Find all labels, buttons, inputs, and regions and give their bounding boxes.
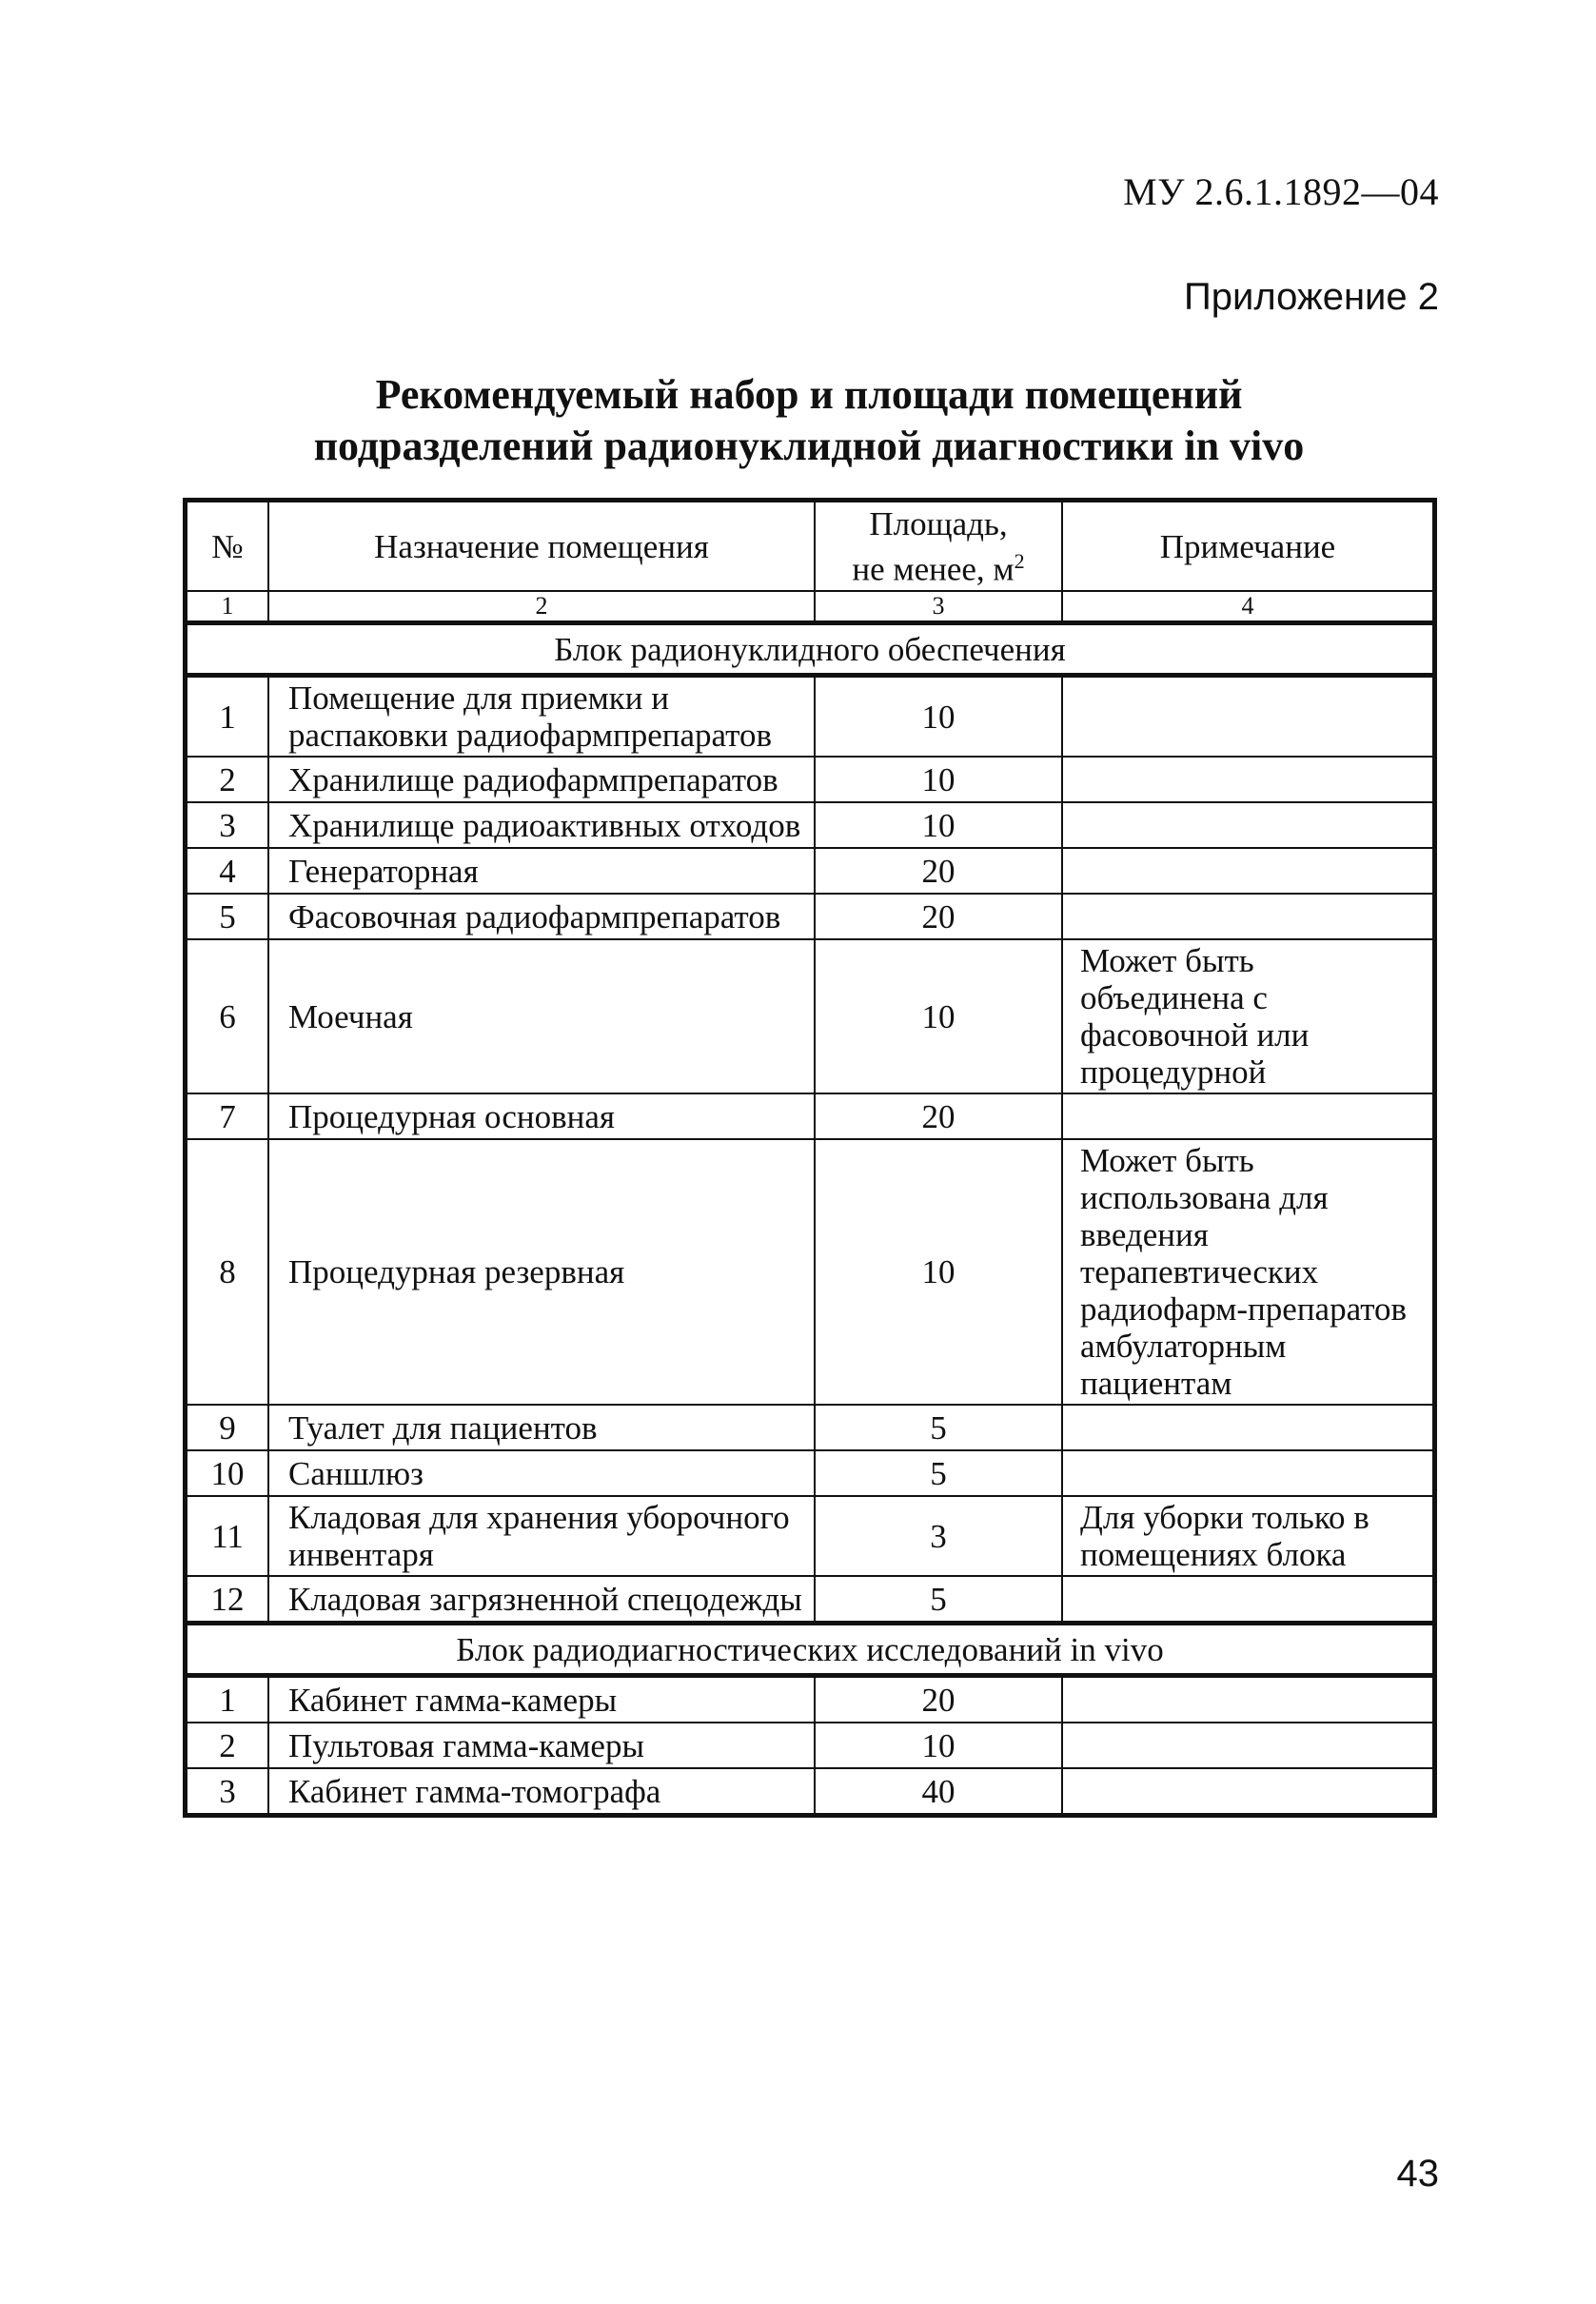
header-area xyxy=(815,501,1062,592)
table-row xyxy=(186,757,1435,802)
room-area: 3 xyxy=(815,1496,1062,1576)
room-name: Кладовая загрязненной спецодежды xyxy=(268,1576,815,1624)
room-name: Моечная xyxy=(268,939,815,1093)
table-body xyxy=(186,623,1435,1816)
table-row xyxy=(186,894,1435,939)
header-area-sup: 2 xyxy=(1014,548,1025,573)
room-number: 7 xyxy=(186,1093,269,1139)
table-row xyxy=(186,1450,1435,1496)
rooms-table xyxy=(183,498,1437,1818)
section-title: Блок радионуклидного обеспечения xyxy=(186,623,1435,676)
room-name: Кабинет гамма-камеры xyxy=(268,1676,815,1723)
room-area: 20 xyxy=(815,848,1062,894)
section-title: Блок радиодиагностических исследований in vivo xyxy=(186,1624,1435,1676)
column-index: 2 xyxy=(268,591,815,623)
table-header-row xyxy=(186,501,1435,592)
column-index: 3 xyxy=(815,591,1062,623)
header-note: Примечание xyxy=(1062,501,1435,592)
room-name: Туалет для пациентов xyxy=(268,1405,815,1450)
table-row xyxy=(186,848,1435,894)
room-number: 9 xyxy=(186,1405,269,1450)
room-number: 3 xyxy=(186,802,269,848)
room-note: Для уборки только в помещениях блока xyxy=(1062,1496,1435,1576)
table-row xyxy=(186,1405,1435,1450)
room-area: 5 xyxy=(815,1450,1062,1496)
room-note xyxy=(1062,1576,1435,1624)
room-note xyxy=(1062,757,1435,802)
room-number: 12 xyxy=(186,1576,269,1624)
room-note xyxy=(1062,1450,1435,1496)
room-note xyxy=(1062,1093,1435,1139)
page-number: 43 xyxy=(1396,2153,1439,2195)
room-number: 10 xyxy=(186,1450,269,1496)
room-name: Кладовая для хранения уборочного инвентаря xyxy=(268,1496,815,1576)
room-note xyxy=(1062,1768,1435,1816)
room-area: 20 xyxy=(815,1676,1062,1723)
room-area: 10 xyxy=(815,1139,1062,1405)
room-number: 2 xyxy=(186,1723,269,1768)
table-row xyxy=(186,1768,1435,1816)
section-row xyxy=(186,1624,1435,1676)
room-area: 10 xyxy=(815,757,1062,802)
room-note xyxy=(1062,802,1435,848)
table-row xyxy=(186,1576,1435,1624)
room-area: 10 xyxy=(815,939,1062,1093)
room-name: Хранилище радиоактивных отходов xyxy=(268,802,815,848)
room-note xyxy=(1062,1405,1435,1450)
column-index: 4 xyxy=(1062,591,1435,623)
room-name: Помещение для приемки и распаковки радиофармпрепаратов xyxy=(268,676,815,758)
room-area: 10 xyxy=(815,676,1062,758)
room-number: 2 xyxy=(186,757,269,802)
room-number: 1 xyxy=(186,676,269,758)
header-name: Назначение помещения xyxy=(268,501,815,592)
title-line-1: Рекомендуемый набор и площади помещений xyxy=(375,371,1243,418)
room-number: 1 xyxy=(186,1676,269,1723)
room-name: Саншлюз xyxy=(268,1450,815,1496)
section-row xyxy=(186,623,1435,676)
table-row xyxy=(186,802,1435,848)
header-area-line1: Площадь, xyxy=(869,504,1008,542)
room-name: Хранилище радиофармпрепаратов xyxy=(268,757,815,802)
room-area: 40 xyxy=(815,1768,1062,1816)
room-area: 20 xyxy=(815,1093,1062,1139)
room-number: 8 xyxy=(186,1139,269,1405)
title-line-2: подразделений радионуклидной диагностики in vivo xyxy=(313,423,1305,469)
table-row xyxy=(186,1496,1435,1576)
room-number: 11 xyxy=(186,1496,269,1576)
room-name: Процедурная резервная xyxy=(268,1139,815,1405)
table-row xyxy=(186,1676,1435,1723)
room-number: 4 xyxy=(186,848,269,894)
column-index: 1 xyxy=(186,591,269,623)
room-number: 5 xyxy=(186,894,269,939)
header-num: № xyxy=(186,501,269,592)
table-row xyxy=(186,939,1435,1093)
room-area: 10 xyxy=(815,1723,1062,1768)
room-note xyxy=(1062,894,1435,939)
table-row xyxy=(186,676,1435,758)
room-note: Может быть использована для введения терапевтических радиофарм-препаратов амбулаторным пациентам xyxy=(1062,1139,1435,1405)
room-name: Фасовочная радиофармпрепаратов xyxy=(268,894,815,939)
table-row xyxy=(186,1093,1435,1139)
room-note xyxy=(1062,676,1435,758)
room-area: 5 xyxy=(815,1405,1062,1450)
room-note xyxy=(1062,848,1435,894)
column-index-row xyxy=(186,591,1435,623)
header-area-line2: не менее, м xyxy=(852,550,1015,588)
room-area: 5 xyxy=(815,1576,1062,1624)
room-name: Пультовая гамма-камеры xyxy=(268,1723,815,1768)
room-name: Генераторная xyxy=(268,848,815,894)
room-note xyxy=(1062,1723,1435,1768)
room-number: 3 xyxy=(186,1768,269,1816)
room-number: 6 xyxy=(186,939,269,1093)
room-name: Кабинет гамма-томографа xyxy=(268,1768,815,1816)
room-note: Может быть объединена с фасовочной или процедурной xyxy=(1062,939,1435,1093)
room-area: 10 xyxy=(815,802,1062,848)
table-row xyxy=(186,1723,1435,1768)
room-note xyxy=(1062,1676,1435,1723)
appendix-label: Приложение 2 xyxy=(1184,276,1439,318)
table-row xyxy=(186,1139,1435,1405)
room-area: 20 xyxy=(815,894,1062,939)
page-title xyxy=(0,369,1596,472)
document-number: МУ 2.6.1.1892—04 xyxy=(1123,170,1439,213)
room-name: Процедурная основная xyxy=(268,1093,815,1139)
